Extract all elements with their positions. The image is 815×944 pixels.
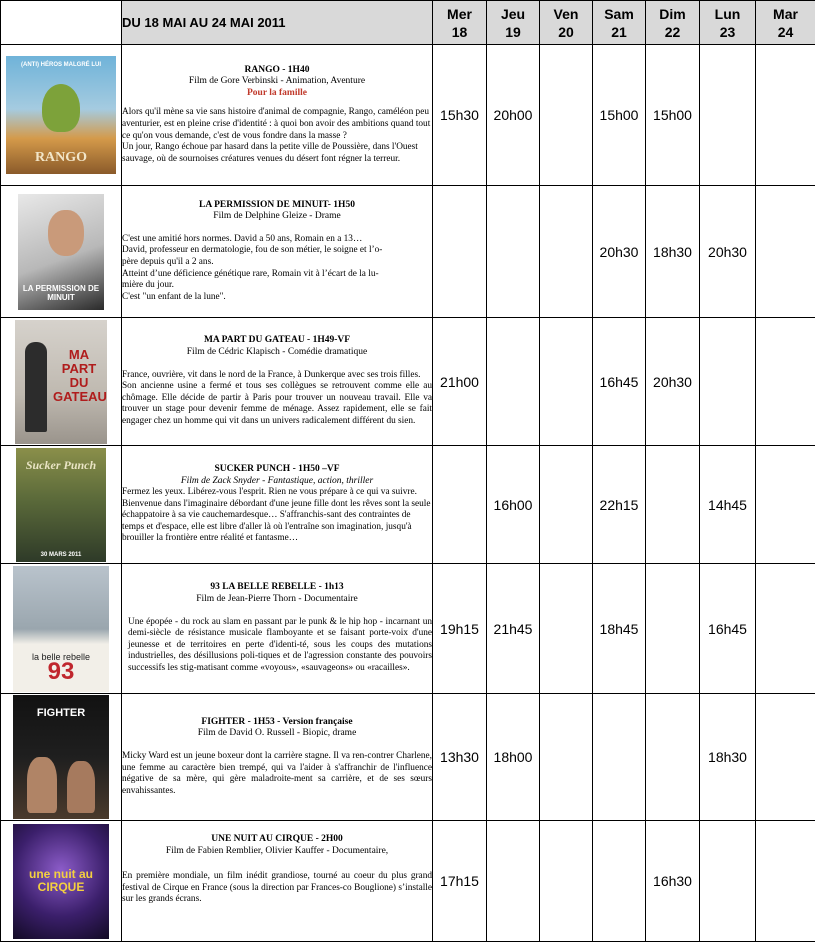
film-description (122, 186, 433, 318)
film-subtitle: Film de Fabien Remblier, Olivier Kauffer - Documentaire, (165, 845, 389, 856)
film-subtitle: Film de Zack Snyder - Fantastique, action, thriller (180, 475, 374, 486)
belle-rebelle-poster (13, 566, 109, 692)
showtime-jeu: 20h00 (487, 45, 540, 186)
film-row-sucker-punch (1, 446, 815, 564)
film-subtitle: Film de Jean-Pierre Thorn - Documentaire (196, 594, 358, 605)
film-row-rango (1, 45, 815, 186)
film-subtitle: Film de David O. Russell - Biopic, drame (197, 728, 357, 739)
showtime-sam: 22h15 (593, 446, 646, 564)
showtime-mer: 13h30 (433, 694, 487, 821)
film-synopsis: Micky Ward est un jeune boxeur dont la carrière stagne. Il va ren-contrer Charlene, une femme au caractère bien trempé, qui va l'aider à s'affranchir de l'influence négative de sa mère, qui gère maladroite-ment sa carrière, et de ses sœurs envahissantes. (122, 750, 432, 796)
belle-rebelle-poster-number: 93 (47, 657, 75, 685)
poster-cell (1, 318, 122, 446)
showtime-lun: 20h30 (700, 186, 756, 318)
showtime-sam (593, 821, 646, 942)
sucker-punch-poster-title: Sucker Punch (25, 457, 97, 472)
showtime-jeu (487, 821, 540, 942)
poster-cell (1, 446, 122, 564)
film-subtitle: Film de Delphine Gleize - Drame (213, 211, 341, 222)
showtime-lun: 16h45 (700, 564, 756, 694)
showtime-sam: 20h30 (593, 186, 646, 318)
poster-cell (1, 694, 122, 821)
film-description (122, 45, 433, 186)
film-subtitle: Film de Cédric Klapisch - Comédie dramatique (186, 347, 368, 358)
fighter-poster (13, 695, 109, 819)
showtime-dim (646, 564, 700, 694)
film-row-93-la-belle-rebelle (1, 564, 815, 694)
film-description (122, 318, 433, 446)
rango-poster (6, 56, 116, 174)
showtime-mer: 19h15 (433, 564, 487, 694)
poster-cell (1, 821, 122, 942)
showtime-lun (700, 45, 756, 186)
showtime-lun (700, 821, 756, 942)
showtime-sam: 15h00 (593, 45, 646, 186)
showtime-mar (756, 318, 815, 446)
showtime-mar (756, 45, 815, 186)
showtime-ven (540, 186, 593, 318)
showtime-dim (646, 694, 700, 821)
poster-cell (1, 45, 122, 186)
face-icon (48, 210, 84, 256)
film-description (122, 446, 433, 564)
film-synopsis: En première mondiale, un film inédit grandiose, tourné au coeur du plus grand festival de Cirque en France (sous la direction par Frances-co Bouglione) s’installe sur les grands écrans. (122, 871, 432, 905)
man-figure-icon (25, 342, 47, 432)
gateau-poster-title: MA PART DU GATEAU (53, 346, 107, 404)
chameleon-icon (42, 84, 80, 132)
showtime-ven (540, 694, 593, 821)
film-row-une-nuit-au-cirque (1, 821, 815, 942)
showtime-lun: 18h30 (700, 694, 756, 821)
film-row-permission-de-minuit (1, 186, 815, 318)
film-synopsis: C'est une amitié hors normes. David a 50 ans, Romain en a 13… David, professeur en dermatologie, fou de son métier, le soigne et l’o- père depuis qu'il a 2 ans. Atteint d’une déficience génétique rare, Romain vit à l’écart de la lu- mière du jour. C'est "un enfant de la lune". (122, 233, 383, 302)
showtime-mer (433, 186, 487, 318)
film-subtitle: Film de Gore Verbinski - Animation, Aventure (188, 76, 366, 87)
gateau-poster (15, 320, 107, 444)
day-header-lun: Lun 23 (700, 1, 756, 45)
film-synopsis: France, ouvrière, vit dans le nord de la France, à Dunkerque avec ses trois filles. Son ancienne usine a fermé et tous ses collègues se retrouvent comme elle au chômage. Elle décide de partir à Paris pour trouver un nouveau travail. Elle va trouver un stage pour devenir femme de ménage. Assez rapidement, elle se fait engager chez un homme qui vit dans un univers radicalement différent du sien. (122, 369, 432, 426)
film-row-fighter (1, 694, 815, 821)
cirque-poster-title: une nuit au CIRQUE (29, 866, 93, 894)
showtime-ven (540, 446, 593, 564)
film-title: MA PART DU GATEAU - 1H49-VF (203, 335, 351, 346)
cirque-poster (13, 824, 109, 939)
day-header-sam: Sam 21 (593, 1, 646, 45)
header-row (1, 1, 815, 45)
permission-poster (18, 194, 104, 310)
showtime-sam: 18h45 (593, 564, 646, 694)
film-description (122, 564, 433, 694)
day-header-jeu: Jeu 19 (487, 1, 540, 45)
poster-column-header (1, 1, 122, 45)
showtime-dim: 20h30 (646, 318, 700, 446)
showtime-ven (540, 564, 593, 694)
showtime-jeu (487, 318, 540, 446)
rango-poster-tagline: (ANTI) HÉROS MALGRÉ LUI (21, 62, 101, 68)
showtime-mer: 15h30 (433, 45, 487, 186)
film-synopsis: Une épopée - du rock au slam en passant par le punk & le hip hop - incarnant un demi-siècle de résistance musicale flamboyante et se faisant porte-voix d'une jeunesse et de territoires en perte d'identi-té, sous les coups des mutations industrielles, des désillusions poli-tiques et de l'agression constante des pouvoirs successifs les stig-matisant comme «voyous», «sauvageons» ou «racailles». (128, 616, 432, 673)
day-header-dim: Dim 22 (646, 1, 700, 45)
showtime-mer: 17h15 (433, 821, 487, 942)
showtime-jeu (487, 186, 540, 318)
showtime-ven (540, 318, 593, 446)
film-title: SUCKER PUNCH - 1H50 –VF (214, 463, 340, 474)
showtime-mer: 21h00 (433, 318, 487, 446)
showtime-dim: 18h30 (646, 186, 700, 318)
film-title: LA PERMISSION DE MINUIT- 1H50 (199, 199, 355, 210)
family-tag: Pour la famille (247, 87, 307, 98)
showtime-jeu: 16h00 (487, 446, 540, 564)
showtime-ven (540, 821, 593, 942)
showtime-mar (756, 446, 815, 564)
showtime-mar (756, 694, 815, 821)
poster-cell (1, 186, 122, 318)
belle-rebelle-poster-title: la belle rebelle (31, 651, 91, 662)
showtime-mar (756, 821, 815, 942)
day-header-ven: Ven 20 (540, 1, 593, 45)
film-title: 93 LA BELLE REBELLE - 1h13 (210, 582, 344, 593)
sucker-punch-poster (16, 448, 106, 562)
boxer-figure-icon (27, 757, 57, 813)
showtime-jeu: 21h45 (487, 564, 540, 694)
film-row-ma-part-du-gateau (1, 318, 815, 446)
film-synopsis: Fermez les yeux. Libérez-vous l'esprit. Rien ne vous prépare à ce qui va suivre. Bienvenue dans l'imaginaire débordant d'une jeune fille dont les rêves sont la seule échappatoire à sa vie cauchemardesque… S'affranchis-sant des contraintes de temps et d'espace, elle est libre d'aller là où l'entraîne son imagination, jusqu'à brouiller la frontière entre réalité et fantasme… (122, 487, 431, 544)
showtime-lun: 14h45 (700, 446, 756, 564)
showtime-jeu: 18h00 (487, 694, 540, 821)
film-title: UNE NUIT AU CIRQUE - 2H00 (211, 834, 343, 845)
showtime-mar (756, 564, 815, 694)
date-range-header: DU 18 MAI AU 24 MAI 2011 (122, 1, 433, 45)
showtime-mer (433, 446, 487, 564)
film-title: FIGHTER - 1H53 - Version française (201, 716, 353, 727)
boxer-figure-icon (67, 761, 95, 813)
showtime-ven (540, 45, 593, 186)
poster-cell (1, 564, 122, 694)
rango-poster-title: RANGO (34, 150, 88, 165)
film-synopsis: Alors qu'il mène sa vie sans histoire d'animal de compagnie, Rango, caméléon peu aventurier, est en pleine crise d'identité : à quoi bon avoir des ambitions quand tout ce qu'on vous demande, c'est de vous fondre dans la masse ? Un jour, Rango échoue par hasard dans la petite ville de Poussière, dans l'Ouest sauvage, où de sournoises créatures venues du désert font régner la terreur. (122, 107, 431, 164)
showtime-lun (700, 318, 756, 446)
fighter-poster-title: FIGHTER (36, 707, 86, 719)
sucker-punch-poster-date: 30 MARS 2011 (40, 551, 82, 558)
showtime-dim: 16h30 (646, 821, 700, 942)
showtime-dim (646, 446, 700, 564)
permission-poster-title: LA PERMISSION DE MINUIT (22, 283, 100, 302)
day-header-mar: Mar 24 (756, 1, 815, 45)
showtime-dim: 15h00 (646, 45, 700, 186)
film-description (122, 821, 433, 942)
film-description (122, 694, 433, 821)
film-title: RANGO - 1H40 (244, 64, 310, 75)
showtime-sam: 16h45 (593, 318, 646, 446)
day-header-mer: Mer 18 (433, 1, 487, 45)
showtime-mar (756, 186, 815, 318)
showtime-sam (593, 694, 646, 821)
